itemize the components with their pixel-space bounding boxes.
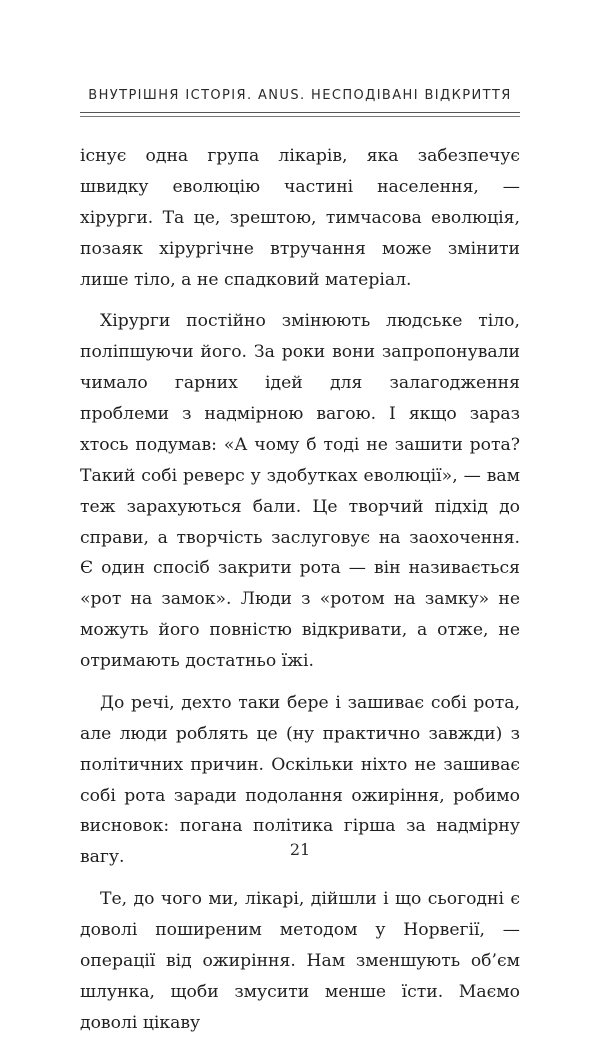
paragraph-continued: існує одна група лікарів, яка забезпечує швидку еволюцію частині населення, — хірурги. Та це, зрештою, тимчасова еволюція, позаяк хірургічне втручання може змінити лише тіло, а не спадковий матеріал. (80, 146, 520, 290)
paragraph: Те, до чого ми, лікарі, дійшли і що сьогодні є доволі поширеним методом у Норвегії, — операції від ожиріння. Нам зменшують об’єм шлунка, щоби змусити менше їсти. Маємо доволі цікаву (80, 888, 520, 1033)
paragraph: До речі, дехто таки бере і зашиває собі рота, але люди роблять це (ну практично завжди) з політичних причин. Оскільки ніхто не зашиває собі рота заради подолання ожиріння, робимо висновок: погана політика гірша за надмірну вагу. (80, 692, 520, 868)
page-number: 21 (289, 840, 311, 859)
body-text (80, 141, 520, 1049)
running-head: ВНУТРІШНЯ ІСТОРІЯ. ANUS. НЕСПОДІВАНІ ВІДКРИТТЯ (88, 88, 512, 103)
paragraph: Хірурги постійно змінюють людське тіло, поліпшуючи його. За роки вони запропонували чимало гарних ідей для залагодження проблеми з надмірною вагою. І якщо зараз хтось подумав: «А чому б тоді не зашити рота? Такий собі реверс у здобутках еволюції», — вам теж зарахуються бали. Це творчий підхід до справи, а творчість заслуговує на заохочення. Є один спосіб закрити рота — він називається «рот на замок». Люди з «ротом на замку» не можуть його повністю відкривати, а отже, не отримають достатньо їжі. (80, 311, 520, 672)
header-rule-top (80, 112, 520, 113)
header-rule-bottom (80, 116, 520, 117)
